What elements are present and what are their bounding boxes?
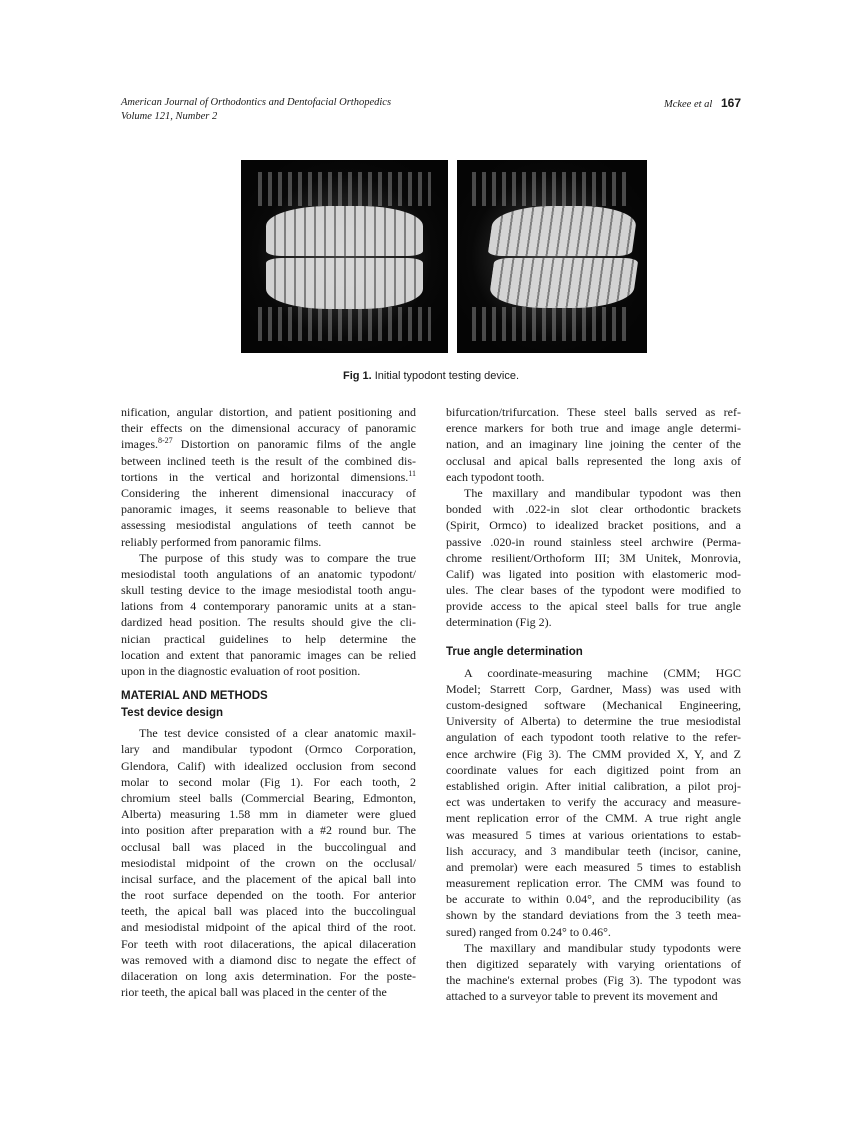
text-line: angulation of each typodont tooth relative to the refer- (446, 730, 741, 745)
figure-label: Fig 1. (342, 370, 372, 382)
text-segment: images. (121, 437, 158, 452)
paragraph (446, 940, 741, 1005)
subsection-heading: Test device design (121, 707, 224, 720)
paragraph (121, 404, 416, 550)
text-line: determination (Fig 2). (446, 615, 552, 630)
running-header-right (664, 96, 741, 110)
text-line: ment replication error of the CMM. A true right angle (446, 811, 741, 826)
citation-superscript: 11 (408, 468, 416, 478)
text-line: lary and mandibular typodont (Ormco Corporation, (121, 742, 416, 757)
text-line: and premolar) were each measured 5 times to establish (446, 859, 741, 874)
text-line: coordinate values for each digitized point from an (446, 762, 741, 777)
text-line: upon in the diagnostic evaluation of root position. (121, 664, 361, 678)
text-line: dardized head position. The results should give the cli- (121, 615, 416, 630)
text-line: nician practical guidelines to help determine the (121, 631, 416, 646)
left-column (121, 404, 416, 1000)
text-line: (Spirit, Ormco) to idealized bracket positions, and a (446, 518, 741, 533)
figure-photo-front-view (241, 160, 448, 353)
journal-title: American Journal of Orthodontics and Dentofacial Orthopedics (121, 97, 392, 108)
text-line: chromium steel balls (Commercial Bearing, Edmonton, (121, 790, 416, 805)
text-line: assessing mesiodistal angulations of teeth cannot be (121, 518, 416, 533)
text-segment: Distortion on panoramic films of the angle (172, 437, 416, 452)
text-line: attached to a surveyor table to prevent its movement and (446, 989, 718, 1004)
text-segment: tortions in the vertical and horizontal dimensions. (121, 469, 409, 484)
text-line: rior teeth, the apical ball was placed in the center of the (121, 985, 387, 1000)
text-line: reliably performed from panoramic films. (121, 534, 322, 549)
text-line: sured) ranged from 0.24° to 0.46°. (446, 924, 611, 939)
text-line: incisal surface, and the placement of the apical ball into (121, 871, 416, 886)
figure-caption-text: Initial typodont testing device. (374, 370, 520, 382)
text-line: Model; Starrett Corp, Gardner, Mass) was used with (446, 681, 741, 696)
text-line: Calif) was ligated into position with elastomeric mod- (446, 566, 741, 581)
text-line: occlusal and apical balls represented the long axis of (446, 453, 741, 468)
text-line: panoramic images, it seems reasonable to believe that (121, 502, 416, 517)
text-line (121, 469, 416, 485)
text-line: passive .020-in round stainless steel archwire (Perma- (446, 534, 741, 549)
text-line: The maxillary and mandibular typodont was then (464, 485, 741, 500)
subsection-heading: True angle determination (446, 645, 583, 658)
text-line: shown by the standard deviations from the 3 teeth mea- (446, 908, 741, 923)
text-line: erence markers for both true and image angle determi- (446, 421, 741, 436)
text-line: established origin. After initial calibration, a pilot proj- (446, 778, 741, 793)
text-line: The maxillary and mandibular study typodonts were (464, 940, 741, 955)
paragraph (121, 550, 416, 680)
text-line: was removed with a diamond disc to negate the effect of (121, 952, 416, 967)
text-line: mesiodistal midpoint of the crown on the occlusal/ (121, 855, 416, 870)
text-line: location and extent that panoramic images can be relied (121, 647, 416, 662)
figure-caption (0, 370, 862, 382)
text-line: ules. The clear bases of the typodont were modified to (446, 583, 741, 598)
citation-superscript: 8-27 (158, 436, 173, 446)
text-line: skull testing device to the image mesiodistal tooth angu- (121, 583, 416, 598)
text-line: The test device consisted of a clear anatomic maxil- (139, 726, 416, 741)
text-line: nation, and an imaginary line joining the center of the (446, 437, 741, 452)
paragraph (446, 404, 741, 485)
text-line: be accurate to within 0.04°, and the reproducibility (as (446, 892, 741, 907)
text-line: the root surface depended on the tooth. For anterior (121, 888, 416, 903)
page-number: 167 (720, 96, 741, 110)
text-line: ence archwire (Fig 3). The CMM provided X, Y, and Z (446, 746, 741, 761)
text-line: the machine's external probes (Fig 3). The typodont was (446, 973, 741, 988)
text-line: teeth, the apical ball was placed into the buccolingual (121, 904, 416, 919)
text-line: dilaceration on long axis determination. For the poste- (121, 969, 416, 983)
text-line: molar to second molar (Fig 1). For each tooth, 2 (121, 774, 416, 789)
text-line: The purpose of this study was to compare the true (139, 550, 416, 565)
text-line: between inclined teeth is the result of the combined dis- (121, 453, 416, 468)
paragraph (121, 725, 416, 1000)
text-line: lations from 4 contemporary panoramic units at a stan- (121, 599, 416, 614)
text-line: lish accuracy, and 3 mandibular teeth (incisor, canine, (446, 843, 741, 858)
journal-volume: Volume 121, Number 2 (121, 111, 218, 122)
text-line: Glendora, Calif) with idealized occlusion from second (121, 758, 416, 773)
text-line: nification, angular distortion, and patient positioning and (121, 405, 416, 419)
right-column (446, 404, 741, 1005)
text-line: occlusal ball was placed in the buccolingual and (121, 839, 416, 854)
figure-photo-side-view (457, 160, 647, 353)
running-header-left (121, 96, 391, 124)
text-line: and mesiodistal midpoint of the apical third of the root. (121, 920, 416, 935)
text-line (121, 436, 416, 452)
text-line: mesiodistal tooth angulations of an anatomic typodont/ (121, 566, 416, 581)
text-line: Considering the inherent dimensional inaccuracy of (121, 485, 416, 500)
text-line: custom-designed software (Mechanical Engineering, (446, 698, 741, 712)
section-heading: MATERIAL AND METHODS (121, 690, 268, 703)
authors: Mckee et al (663, 99, 713, 110)
text-line: measurement replication error. The CMM was found to (446, 876, 741, 891)
text-line: Alberta) measuring 1.58 mm in diameter were glued (121, 807, 416, 822)
paragraph (446, 665, 741, 940)
text-line: ect was undertaken to verify the accuracy and measure- (446, 795, 741, 810)
text-line: chrome resilient/Orthoform III; 3M Unitek, Monrovia, (446, 550, 741, 565)
text-line: provide access to the apical steel balls for true angle (446, 599, 741, 614)
text-line: each typodont tooth. (446, 469, 545, 484)
text-line: their effects on the dimensional accuracy of panoramic (121, 421, 416, 436)
text-line: A coordinate-measuring machine (CMM; HGC (464, 665, 741, 680)
text-line: was measured 5 times at various orientations to estab- (446, 827, 741, 842)
text-line: bonded with .022-in slot clear orthodontic brackets (446, 502, 741, 517)
text-line: then digitized separately with varying orientations of (446, 957, 741, 971)
text-line: bifurcation/trifurcation. These steel balls served as ref- (446, 405, 741, 419)
text-line: into position after preparation with a #2 round bur. The (121, 823, 416, 838)
text-line: University of Alberta) to determine the true mesiodistal (446, 714, 741, 729)
text-line: For teeth with root dilacerations, the apical dilaceration (121, 936, 416, 951)
paragraph (446, 485, 741, 631)
